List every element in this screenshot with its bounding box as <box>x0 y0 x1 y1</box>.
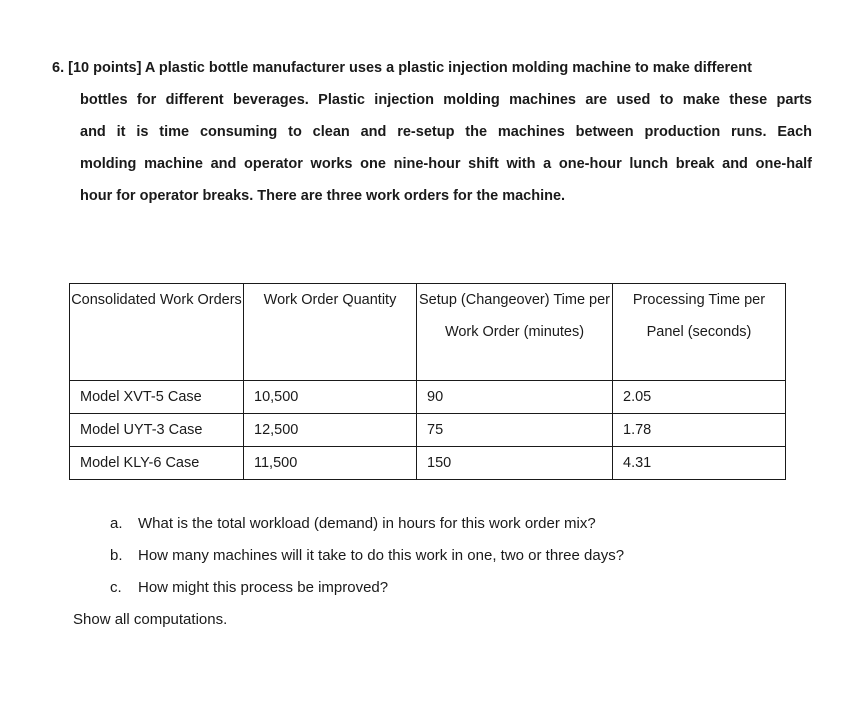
problem-line-2: bottles for different beverages. Plastic injection molding machines are used to make these parts <box>80 92 812 108</box>
question-text: What is the total workload (demand) in hours for this work order mix? <box>138 515 596 532</box>
cell-processing: 1.78 <box>613 414 786 447</box>
question-item-c <box>110 572 624 604</box>
header-consolidated-work-orders: Consolidated Work Orders <box>70 284 244 381</box>
question-item-a <box>110 508 624 540</box>
cell-setup: 75 <box>417 414 613 447</box>
problem-line-3: and it is time consuming to clean and re-setup the machines between production runs. Each <box>80 124 812 140</box>
question-text: How many machines will it take to do this work in one, two or three days? <box>138 547 625 564</box>
header-setup-time: Setup (Changeover) Time per Work Order (minutes) <box>417 284 613 381</box>
cell-model: Model XVT-5 Case <box>70 381 244 414</box>
cell-quantity: 10,500 <box>244 381 417 414</box>
cell-setup: 90 <box>417 381 613 414</box>
problem-line-1: 6. [10 points] A plastic bottle manufacturer uses a plastic injection molding machine to make different <box>52 60 752 76</box>
question-list <box>110 508 624 604</box>
table-row <box>70 381 786 414</box>
cell-quantity: 12,500 <box>244 414 417 447</box>
table-row <box>70 414 786 447</box>
question-label: b. <box>110 547 123 564</box>
header-processing-time: Processing Time per Panel (seconds) <box>613 284 786 381</box>
cell-model: Model UYT-3 Case <box>70 414 244 447</box>
question-item-b <box>110 540 624 572</box>
cell-quantity: 11,500 <box>244 447 417 480</box>
footer-note: Show all computations. <box>73 611 228 628</box>
header-work-order-quantity: Work Order Quantity <box>244 284 417 381</box>
table-header-row <box>70 284 786 381</box>
problem-line-5: hour for operator breaks. There are three work orders for the machine. <box>80 188 566 204</box>
table-row <box>70 447 786 480</box>
problem-line-4: molding machine and operator works one nine-hour shift with a one-hour lunch break and one-half <box>80 156 812 172</box>
work-order-table <box>69 283 786 480</box>
cell-processing: 2.05 <box>613 381 786 414</box>
cell-model: Model KLY-6 Case <box>70 447 244 480</box>
question-label: a. <box>110 515 123 532</box>
question-label: c. <box>110 579 122 596</box>
cell-setup: 150 <box>417 447 613 480</box>
problem-statement <box>52 52 812 212</box>
question-text: How might this process be improved? <box>138 579 389 596</box>
cell-processing: 4.31 <box>613 447 786 480</box>
